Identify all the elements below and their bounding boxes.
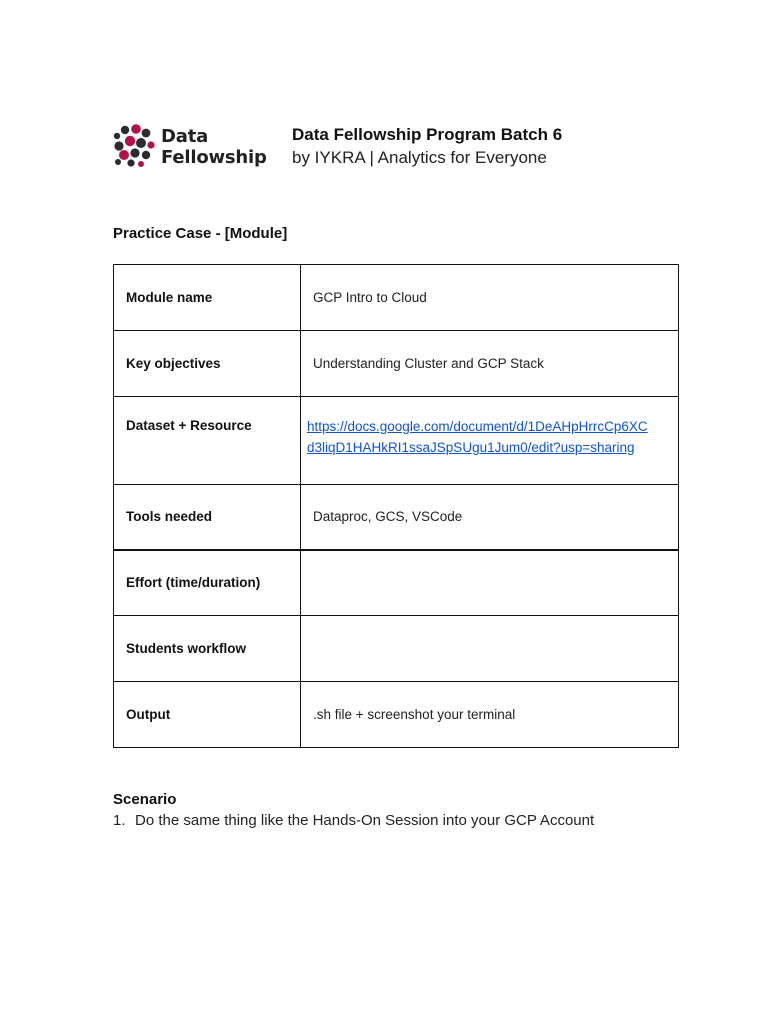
data-fellowship-logo (113, 122, 283, 172)
row-label: Key objectives (114, 331, 301, 397)
link-line-1: https://docs.google.com/document/d/1DeAHpHrrcCp6XC (307, 419, 648, 434)
module-table (113, 264, 679, 748)
section-title: Practice Case - [Module] (113, 225, 288, 242)
table-row-tools-needed (114, 485, 679, 550)
table-row-key-objectives (114, 331, 679, 397)
row-label: Tools needed (114, 485, 301, 550)
logo-line1: Data (161, 126, 209, 147)
logo-line2: Fellowship (161, 147, 267, 168)
row-label: Output (114, 682, 301, 748)
row-value: Understanding Cluster and GCP Stack (301, 331, 679, 397)
program-title: Data Fellowship Program Batch 6 (292, 125, 563, 144)
row-label: Module name (114, 265, 301, 331)
list-item-text: Do the same thing like the Hands-On Session into your GCP Account (135, 812, 595, 829)
document-header (113, 122, 673, 182)
program-subtitle: by IYKRA | Analytics for Everyone (292, 148, 547, 167)
row-label: Dataset + Resource (114, 397, 301, 485)
table-row-effort (114, 550, 679, 616)
dataset-resource-link[interactable] (307, 416, 666, 458)
link-line-2: d3liqD1HAHkRI1ssaJSpSUgu1Jum0/edit?usp=sharing (307, 440, 635, 455)
table-row-output (114, 682, 679, 748)
row-value: GCP Intro to Cloud (301, 265, 679, 331)
scenario-title: Scenario (113, 791, 177, 808)
table-row-students-workflow (114, 616, 679, 682)
row-value (301, 397, 679, 485)
dots-cluster-logo-icon (113, 124, 157, 168)
row-value (301, 616, 679, 682)
row-value (301, 550, 679, 616)
row-value: .sh file + screenshot your terminal (301, 682, 679, 748)
program-info (292, 124, 562, 169)
logo-wordmark (161, 126, 267, 168)
row-label: Effort (time/duration) (114, 550, 301, 616)
table-row-module-name (114, 265, 679, 331)
row-value: Dataproc, GCS, VSCode (301, 485, 679, 550)
row-label: Students workflow (114, 616, 301, 682)
list-item (113, 810, 673, 832)
list-item-number: 1. (113, 812, 126, 829)
table-row-dataset-resource (114, 397, 679, 485)
scenario-section (113, 790, 673, 832)
